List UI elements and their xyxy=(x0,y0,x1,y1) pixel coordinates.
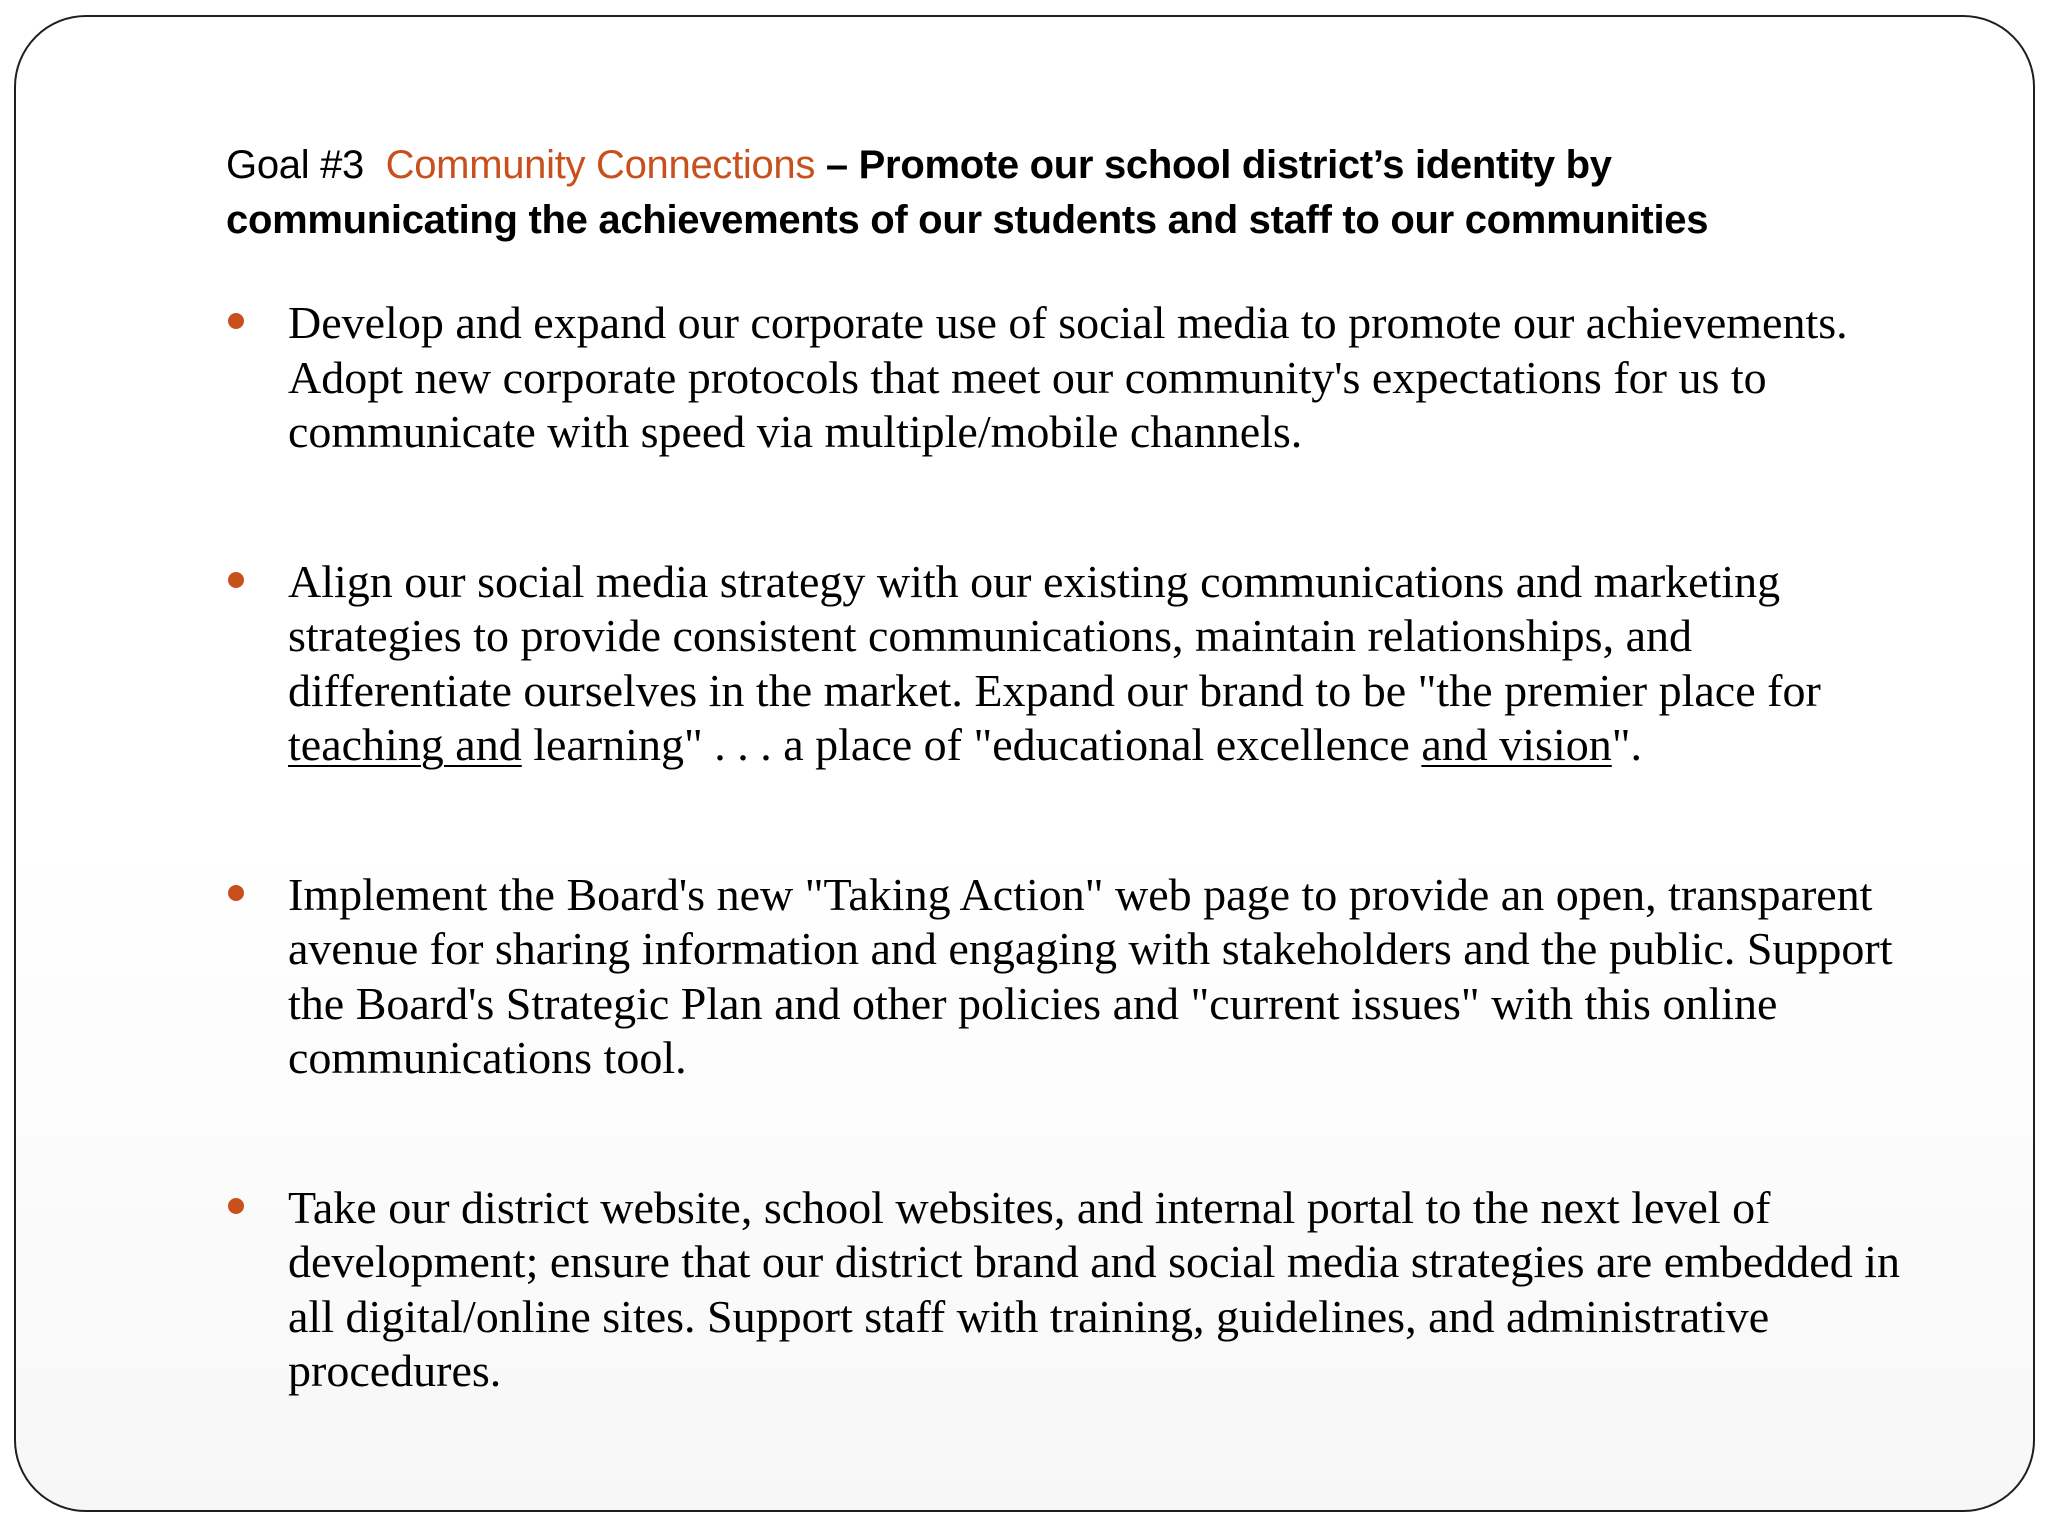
bullet-item-websites xyxy=(226,1181,1926,1399)
goal-name: Community Connections xyxy=(385,143,816,187)
bullet-dot-icon xyxy=(228,572,244,588)
bullet-list xyxy=(226,296,1926,1399)
bullet-text: Take our district website, school websites, and internal portal to the next level of development; ensure that our district brand and social media strategies are embedded in all digital/online sites. Support staff with training, guidelines, and administrative procedures. xyxy=(288,1181,1900,1396)
goal-number: Goal #3 xyxy=(226,143,364,187)
bullet-dot-icon xyxy=(228,313,244,329)
underlined-text: and vision xyxy=(1421,719,1612,770)
bullet-item-brand-strategy xyxy=(226,555,1926,773)
bullet-item-taking-action xyxy=(226,868,1926,1086)
bullet-dot-icon xyxy=(228,1198,244,1214)
goal-description: – Promote our school district’s identity by communicating the achievements of our students and staff to our communities xyxy=(226,143,1709,242)
bullet-text-part: ". xyxy=(1611,719,1643,770)
bullet-text-part: Align our social media strategy with our existing communications and marketing strategies to provide consistent communications, maintain relationships, and differentiate ourselves in the market. Expand our brand to be "the premier place for xyxy=(288,555,1821,716)
bullet-text: Implement the Board's new "Taking Action" web page to provide an open, transparent avenue for sharing information and engaging with stakeholders and the public. Support the Board's Strategic Plan and other policies and "current issues" with this online communications tool. xyxy=(288,868,1893,1083)
slide-heading xyxy=(226,138,1846,248)
underlined-text: teaching and xyxy=(288,719,522,770)
bullet-text: Develop and expand our corporate use of social media to promote our achievements. Adopt new corporate protocols that meet our community's expectations for us to communicate with speed via multiple/mobile channels. xyxy=(288,297,1848,457)
bullet-dot-icon xyxy=(228,885,244,901)
bullet-text-part: learning" . . . a place of "educational excellence xyxy=(521,719,1422,770)
bullet-item-social-media xyxy=(226,296,1926,460)
